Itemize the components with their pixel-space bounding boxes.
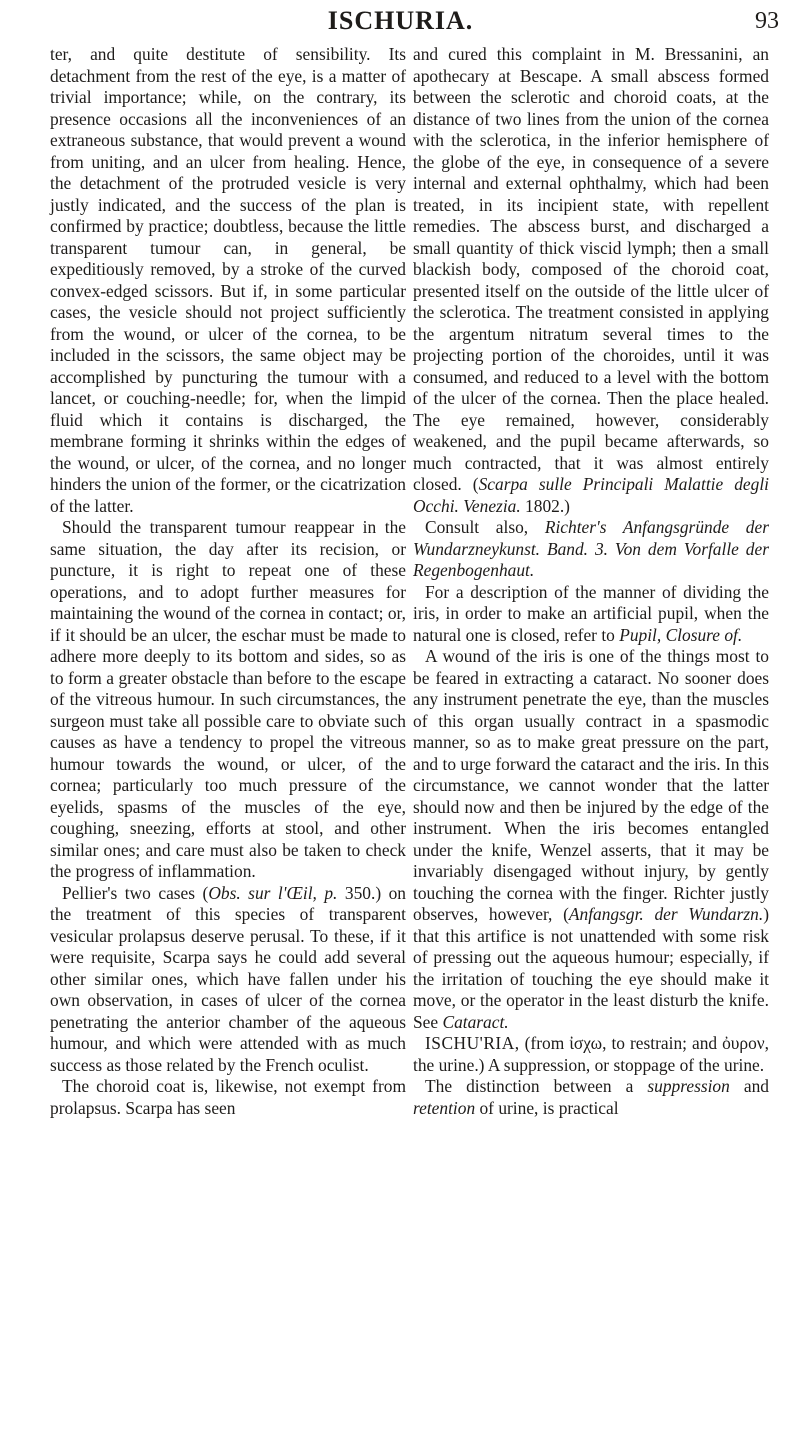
entry-paragraph xyxy=(413,1033,769,1076)
paragraph xyxy=(413,582,769,647)
paragraph-text: A wound of the iris is one of the things most to be feared in extracting a cataract. No sooner does any instrument penetrate the eye, than the muscles of this organ usually contract in a spasmodic manner, so as to make great pressure on the part, and to urge forward the cataract and the iris. In this circumstance, we cannot wonder that the latter should now and then be injured by the edge of the instrument. When the iris becomes entangled under the knife, Wenzel asserts, that it may be invariably disengaged without injury, by gently touching the cornea with the finger. Richter justly observes, however, ( xyxy=(413,646,769,924)
page-header xyxy=(0,6,801,42)
paragraph: Should the transparent tumour reappear in the same situation, the day after its recision, or puncture, it is right to repeat one of these operations, and to adopt further measures for maintaining the wound of the cornea in contact; or, if it should be an ulcer, the eschar must be made to adhere more deeply to its bottom and sides, so as to form a greater obstacle than before to the escape of the vitreous humour. In such circumstances, the surgeon must take all possible care to obviate such causes as have a tendency to propel the vitreous humour towards the wound, or ulcer, of the cornea; particularly too much pressure of the eyelids, spasms of the muscles of the eye, coughing, sneezing, efforts at stool, and other similar ones; and care must also be taken to check the progress of inflammation. xyxy=(50,517,406,881)
paragraph-text: (from ἰσχω, to restrain; and ὀυρον, the urine.) A suppression, or stoppage of the urine. xyxy=(413,1033,769,1075)
paragraph xyxy=(413,44,769,517)
right-column xyxy=(413,44,769,1119)
entry-headword: ISCHU'RIA, xyxy=(425,1033,520,1053)
paragraph xyxy=(413,1076,769,1119)
paragraph-text: For a description of the manner of dividing the iris, in order to make an artificial pupil, when the natural one is closed, refer to xyxy=(413,581,769,645)
running-head: ISCHURIA. xyxy=(327,6,474,35)
left-column xyxy=(50,44,406,1119)
paragraph-text: of urine, is practical xyxy=(475,1097,619,1118)
paragraph xyxy=(50,883,406,1077)
paragraph: ter, and quite destitute of sensibility. Its detachment from the rest of the eye, is a matter of trivial importance; while, on the contrary, its presence occasions all the inconveniences of an extraneous substance, that would prevent a wound from uniting, and an ulcer from healing. Hence, the detachment of the protruded vesicle is very justly indicated, and the success of the plan is confirmed by practice; doubtless, because the little transparent tumour can, in general, be expeditiously removed, by a stroke of the curved convex-edged scissors. But if, in some particular cases, the vesicle should not project sufficiently from the wound, or ulcer of the cornea, to be included in the scissors, the same object may be accomplished by puncturing the tumour with a lancet, or couching-needle; for, when the limpid fluid which it contains is discharged, the membrane forming it shrinks within the edges of the wound, or ulcer, of the cornea, and no longer hinders the union of the former, or the cicatrization of the latter. xyxy=(50,44,406,516)
citation: Anfangsgr. der Wundarzn. xyxy=(568,904,764,924)
paragraph-text: and xyxy=(729,1076,769,1096)
cross-reference: Pupil, Closure of. xyxy=(619,624,743,645)
paragraph-text: Consult also, xyxy=(425,517,545,537)
paragraph xyxy=(413,517,769,582)
paragraph-text: The distinction between a xyxy=(425,1076,648,1096)
citation: Obs. sur l'Œil, p. xyxy=(208,882,338,903)
paragraph-text: 350.) on the treatment of this species of transparent vesicular prolapsus deserve perusal. To these, if it were requisite, Scarpa says he could add several other similar ones, which have fallen under his own observation, in cases of ulcer of the cornea penetrating the anterior chamber of the aqueous humour, and which were attended with as much success as those related by the French oculist. xyxy=(50,882,406,1075)
page-number: 93 xyxy=(755,8,779,34)
citation: Richter's Anfangsgründe der Wundarzneykunst. Band. 3. Von dem Vorfalle der Regenbogenhaut. xyxy=(413,517,769,580)
emphasis: retention xyxy=(413,1097,476,1118)
paragraph-text: Pellier's two cases ( xyxy=(62,882,209,903)
paragraph-text: 1802.) xyxy=(520,495,570,516)
cross-reference: Cataract. xyxy=(442,1011,509,1032)
paragraph: The choroid coat is, likewise, not exempt from prolapsus. Scarpa has seen xyxy=(50,1076,406,1118)
emphasis: suppression xyxy=(647,1076,730,1096)
paragraph xyxy=(413,646,769,1033)
paragraph-text: ) that this artifice is not unattended with some risk of pressing out the aqueous humour; especially, if the irritation of touching the eye should make it move, or the operator in the least disturb the knife. See xyxy=(413,904,769,1032)
paragraph-text: and cured this complaint in M. Bressanini, an apothecary at Bescape. A small abscess formed between the sclerotic and choroid coats, at the distance of two lines from the union of the cornea with the sclerotica, in the inferior hemisphere of the globe of the eye, in consequence of a severe internal and external ophthalmy, which had been treated, in its incipient state, with repellent remedies. The abscess burst, and discharged a small quantity of thick viscid lymph; then a small blackish body, composed of the choroid coat, presented itself on the outside of the little ulcer of the sclerotica. The treatment consisted in applying the argentum nitratum several times to the projecting portion of the choroides, until it was consumed, and reduced to a level with the bottom of the ulcer of the cornea. Then the place healed. The eye remained, however, considerably weakened, and the pupil became afterwards, so much contracted, that it was almost entirely closed. ( xyxy=(413,44,769,494)
citation: Scarpa sulle Principali Malattie degli Occhi. Venezia. xyxy=(413,474,769,516)
